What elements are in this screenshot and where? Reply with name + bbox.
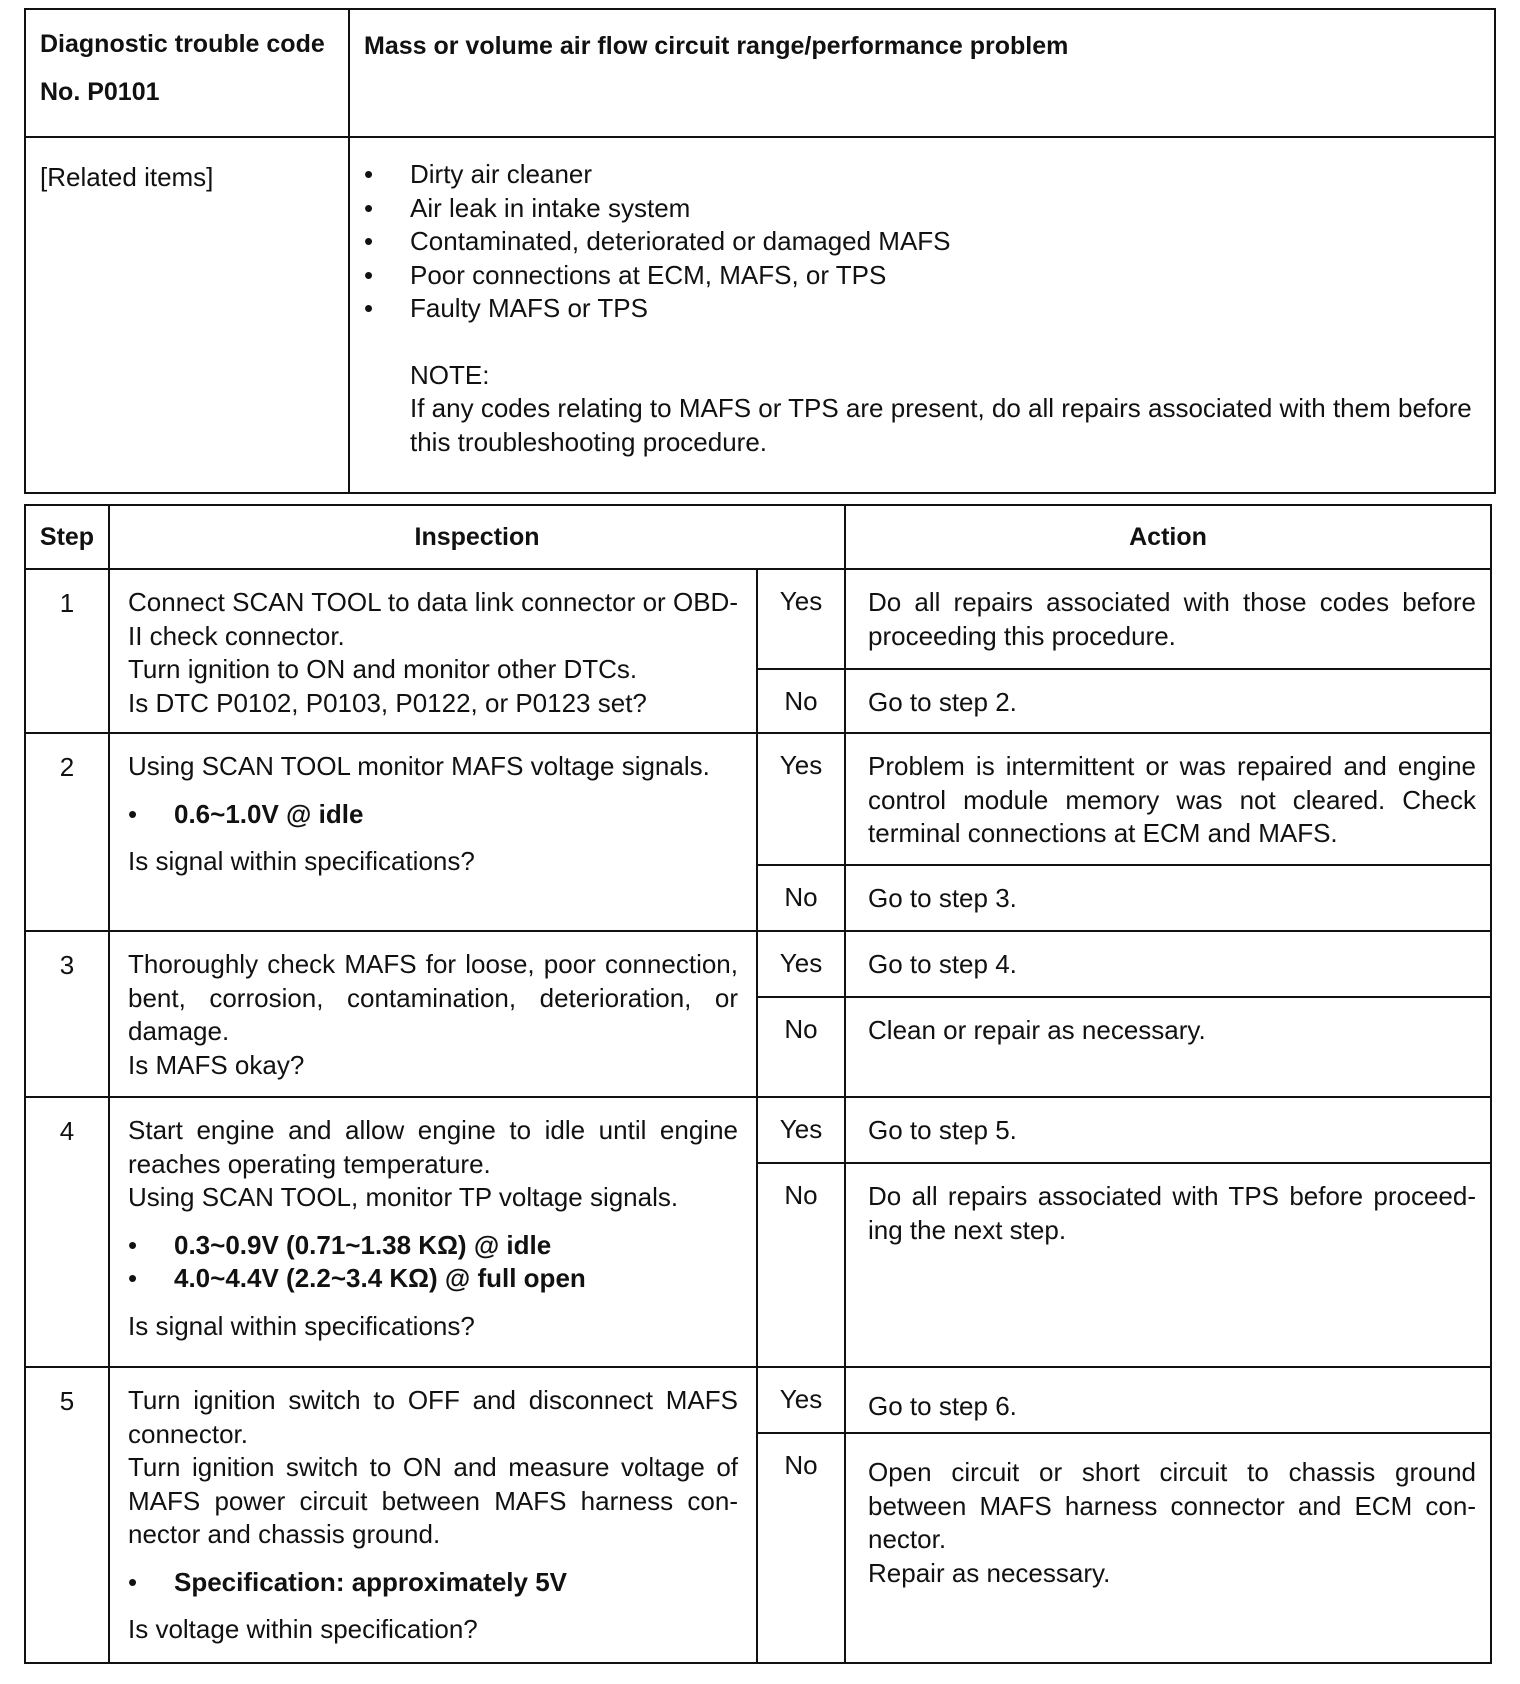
note-block: [364, 359, 1474, 460]
yes-action: Do all repairs associated with those codes before proceeding this procedure.: [845, 569, 1491, 669]
table-row: [25, 569, 1491, 669]
column-header-action: Action: [845, 505, 1491, 569]
related-items-cell: [349, 137, 1495, 493]
inspection-question: Is voltage within specification?: [128, 1614, 478, 1644]
inspection-cell: [109, 733, 757, 931]
no-label: No: [757, 865, 845, 931]
related-items-label: [Related items]: [25, 137, 349, 493]
no-action-text: Open circuit or short circuit to chassis ground between MAFS harness connector and ECM con-nector.: [868, 1457, 1476, 1554]
no-action-text: Repair as necessary.: [868, 1557, 1111, 1588]
yes-action: Go to step 6.: [845, 1367, 1491, 1433]
table-row: [25, 1097, 1491, 1163]
table-row: [25, 931, 1491, 997]
column-header-step: Step: [25, 505, 109, 569]
table-header-row: [25, 505, 1491, 569]
note-label: NOTE:: [410, 359, 490, 390]
no-label: No: [757, 1433, 845, 1663]
specification-item: • 0.6~1.0V @ idle: [128, 798, 738, 832]
list-item: • Contaminated, deteriorated or damaged MAFS: [364, 225, 1474, 259]
yes-action: Problem is intermittent or was repaired and engine control module memory was not cleared. Check terminal connections at ECM and MAFS.: [845, 733, 1491, 865]
table-row: [25, 733, 1491, 865]
list-item: • Air leak in intake system: [364, 192, 1474, 226]
inspection-text: Connect SCAN TOOL to data link connector or OBD-II check connector.: [128, 587, 738, 651]
no-action: [845, 1433, 1491, 1663]
yes-action: Go to step 5.: [845, 1097, 1491, 1163]
column-header-inspection: Inspection: [109, 505, 845, 569]
yes-label: Yes: [757, 569, 845, 669]
inspection-question: Is MAFS okay?: [128, 1049, 305, 1080]
no-action: Clean or repair as necessary.: [845, 997, 1491, 1097]
step-number: 2: [25, 733, 109, 931]
yes-label: Yes: [757, 733, 845, 865]
dtc-code-label: Diagnostic trouble code: [40, 30, 325, 58]
dtc-header-table: [24, 8, 1496, 494]
yes-label: Yes: [757, 1367, 845, 1433]
inspection-cell: [109, 1097, 757, 1367]
step-number: 5: [25, 1367, 109, 1663]
specification-item: • 4.0~4.4V (2.2~3.4 KΩ) @ full open: [128, 1262, 738, 1296]
inspection-cell: [109, 931, 757, 1097]
inspection-cell: [109, 1367, 757, 1663]
inspection-text: Start engine and allow engine to idle until engine reaches operating temperature.: [128, 1115, 738, 1179]
no-label: No: [757, 669, 845, 733]
step-number: 3: [25, 931, 109, 1097]
inspection-question: Is signal within specifications?: [128, 846, 475, 876]
inspection-question: Is signal within specifications?: [128, 1310, 475, 1341]
note-text: If any codes relating to MAFS or TPS are present, do all repairs associated with them before this troubleshooting procedure.: [410, 393, 1472, 457]
inspection-text: Thoroughly check MAFS for loose, poor connection, bent, corrosion, contamination, deterioration, or damage.: [128, 949, 738, 1046]
no-label: No: [757, 1163, 845, 1367]
related-items-list: [364, 158, 1474, 326]
list-item: • Dirty air cleaner: [364, 158, 1474, 192]
inspection-text: Using SCAN TOOL, monitor TP voltage signals.: [128, 1182, 679, 1212]
dtc-title: Mass or volume air flow circuit range/performance problem: [349, 9, 1495, 137]
inspection-question: Is DTC P0102, P0103, P0122, or P0123 set?: [128, 687, 647, 718]
inspection-text: Using SCAN TOOL monitor MAFS voltage signals.: [128, 751, 710, 781]
no-action: Go to step 3.: [845, 865, 1491, 931]
no-action: Go to step 2.: [845, 669, 1491, 733]
yes-label: Yes: [757, 931, 845, 997]
list-item: • Faulty MAFS or TPS: [364, 292, 1474, 326]
no-label: No: [757, 997, 845, 1097]
step-number: 1: [25, 569, 109, 733]
specification-item: • Specification: approximately 5V: [128, 1566, 738, 1600]
no-action: Do all repairs associated with TPS before proceed-ing the next step.: [845, 1163, 1491, 1367]
procedure-table: [24, 504, 1492, 1664]
inspection-cell: [109, 569, 757, 733]
inspection-text: Turn ignition switch to OFF and disconnect MAFS connector.: [128, 1385, 738, 1449]
step-number: 4: [25, 1097, 109, 1367]
dtc-code-cell: [25, 9, 349, 137]
table-row: [25, 1367, 1491, 1433]
dtc-code-number: No. P0101: [40, 78, 160, 106]
inspection-text: Turn ignition to ON and monitor other DTCs.: [128, 654, 638, 684]
specification-item: • 0.3~0.9V (0.71~1.38 KΩ) @ idle: [128, 1229, 738, 1263]
list-item: • Poor connections at ECM, MAFS, or TPS: [364, 259, 1474, 293]
inspection-text: Turn ignition switch to ON and measure voltage of MAFS power circuit between MAFS harness con-nector and chassis ground.: [128, 1452, 738, 1549]
yes-action: Go to step 4.: [845, 931, 1491, 997]
yes-label: Yes: [757, 1097, 845, 1163]
specification-list: [128, 1229, 738, 1296]
